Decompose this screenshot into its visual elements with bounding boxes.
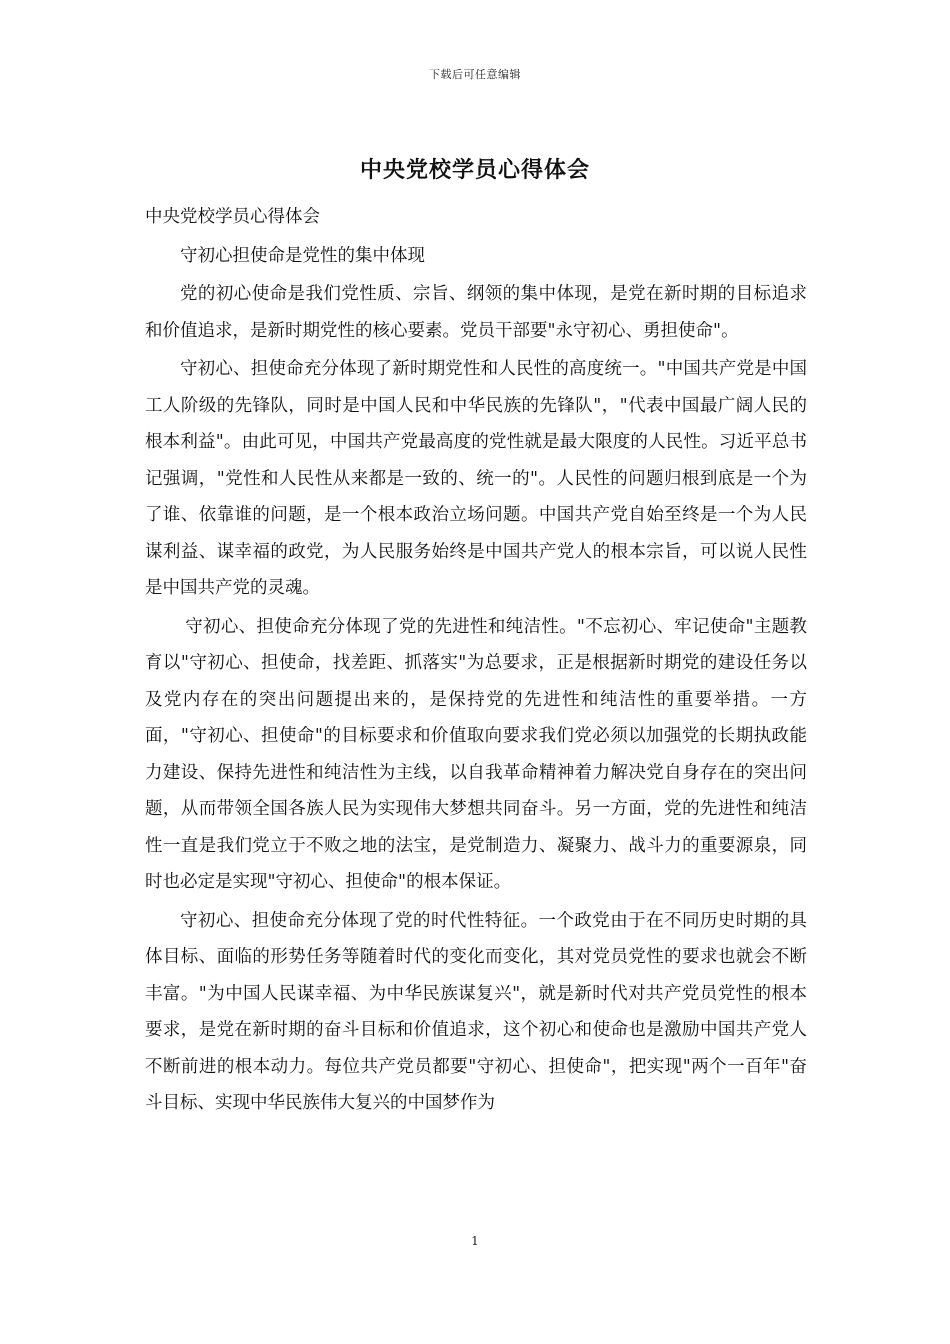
section-heading: 守初心担使命是党性的集中体现: [180, 245, 425, 266]
paragraph: 守初心、担使命充分体现了党的先进性和纯洁性。"不忘初心、牢记使命"主题教育以"守初心、担使命，找差距、抓落实"为总要求，正是根据新时期党的建设任务以及党内存在的突出问题提出来的，是保持党的先进性和纯洁性的重要举措。一方面，"守初心、担使命"的目标要求和价值取向要求我们党必须以加强党的长期执政能力建设、保持先进性和纯洁性为主线，以自我革命精神着力解决党自身存在的突出问题，从而带领全国各族人民为实现伟大梦想共同奋斗。另一方面，党的先进性和纯洁性一直是我们党立于不败之地的法宝，是党制造力、凝聚力、战斗力的重要源泉，同时也必定是实现"守初心、担使命"的根本保证。: [145, 616, 807, 892]
paragraph: 守初心、担使命充分体现了新时期党性和人民性的高度统一。"中国共产党是中国工人阶级的先锋队，同时是中国人民和中华民族的先锋队"，"代表中国最广阔人民的根本利益"。由此可见，中国共产党最高度的党性就是最大限度的人民性。习近平总书记强调，"党性和人民性从来都是一致的、统一的"。人民性的问题归根到底是一个为了谁、依靠谁的问题，是一个根本政治立场问题。中国共产党自始至终是一个为人民谋利益、谋幸福的政党，为人民服务始终是中国共产党人的根本宗旨，可以说人民性是中国共产党的灵魂。: [145, 359, 807, 598]
page-number: 1: [471, 1234, 479, 1248]
paragraph: 党的初心使命是我们党性质、宗旨、纲领的集中体现，是党在新时期的目标追求和价值追求，是新时期党性的核心要素。党员干部要"永守初心、勇担使命"。: [145, 284, 807, 341]
paragraph: 守初心、担使命充分体现了党的时代性特征。一个政党由于在不同历史时期的具体目标、面临的形势任务等随着时代的变化而变化，其对党员党性的要求也就会不断丰富。"为中国人民谋幸福、为中华民族谋复兴"，就是新时代对共产党员党性的根本要求，是党在新时期的奋斗目标和价值追求，这个初心和使命也是激励中国共产党人不断前进的根本动力。每位共产党员都要"守初心、担使命"，把实现"两个一百年"奋斗目标、实现中华民族伟大复兴的中国梦作为: [145, 910, 807, 1113]
header-note: 下载后可任意编辑: [429, 68, 521, 81]
paragraph-repeat-title: 中央党校学员心得体会: [145, 207, 320, 227]
document-body: [145, 199, 807, 1124]
document-title: 中央党校学员心得体会: [359, 158, 590, 183]
